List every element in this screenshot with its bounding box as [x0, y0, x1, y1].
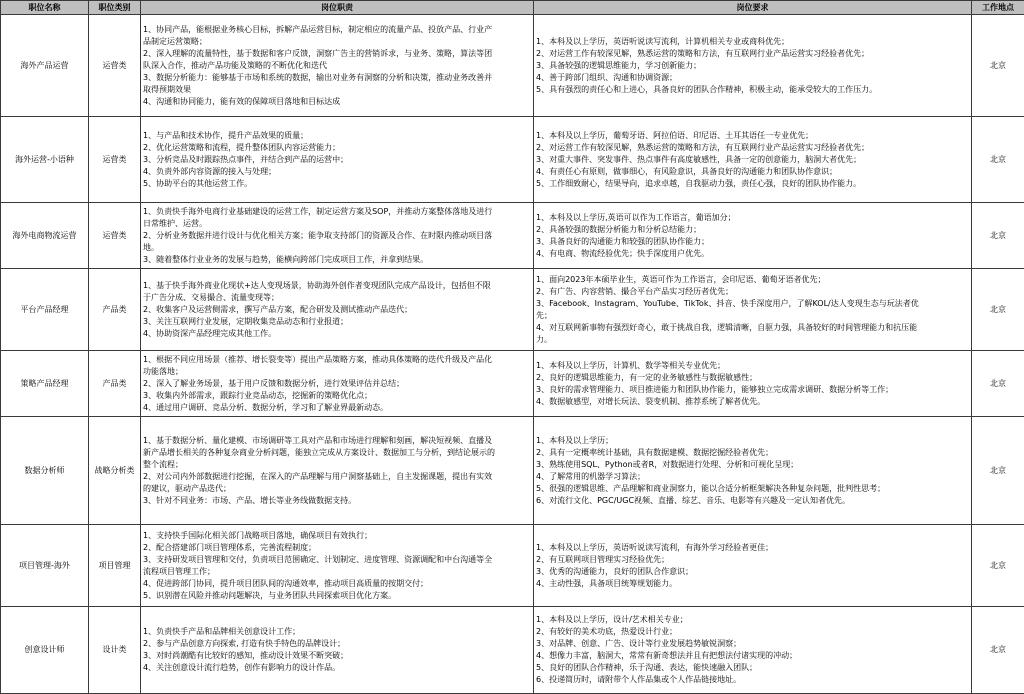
header-category: 职位类别 — [89, 1, 141, 15]
job-duties-line: 3、随着整体行业业务的发展与趋势，能横向跨部门完成项目工作，并拿到结果。 — [143, 254, 531, 266]
job-title: 创意设计师 — [1, 607, 89, 694]
job-duties-line: 3、数据分析能力：能够基于市场和系统的数据，输出对业务有洞察的分析和决策，推动业务改善并 — [143, 72, 531, 84]
job-location: 北京 — [972, 607, 1024, 694]
table-row — [1, 417, 1024, 525]
job-duties-line: 4、通过用户调研、竞品分析、数据分析，学习和了解业界最新动态。 — [143, 402, 531, 414]
job-duties-line: 3、支持研发项目管理和交付，负责项目范围确定、计划制定、进度管理、资源调配和中台沟通等全 — [143, 554, 531, 566]
job-requirements-line: 3、优秀的沟通能力，良好的团队合作意识； — [536, 566, 969, 578]
job-requirements-line: 5、工作细致耐心，结果导向，追求卓越，自我驱动力强，责任心强，良好的团队协作能力。 — [536, 178, 969, 190]
job-duties-line: 2、参与产品创意方向探索, 打造有快手特色的品牌设计； — [143, 638, 531, 650]
job-duties-line: 2、深入了解业务场景，基于用户反馈和数据分析，进行效果评估并总结； — [143, 378, 531, 390]
table-row — [1, 351, 1024, 417]
job-duties-line: 3、对时尚潮酷有比较好的感知，推动设计效果不断突破； — [143, 650, 531, 662]
job-requirements-line: 5、很强的逻辑思维、产品理解和商业洞察力，能以合适分析框架解决各种复杂问题，批判性思考； — [536, 483, 969, 495]
job-duties-line: 队深入合作，推动产品功能及策略的不断优化和迭代 — [143, 60, 531, 72]
job-requirements-line: 3、具备良好的沟通能力和较强的团队协作能力； — [536, 236, 969, 248]
job-duties-line: 2、收集客户及运营侧需求，撰写产品方案，配合研发及测试推动产品迭代； — [143, 304, 531, 316]
job-requirements — [534, 15, 972, 117]
table-row — [1, 269, 1024, 351]
job-duties-line: 整个流程； — [143, 459, 531, 471]
job-duties — [141, 351, 534, 417]
job-requirements-line: 5、具有强烈的责任心和上进心，具备良好的团队合作精神，积极主动，能承受较大的工作压力。 — [536, 84, 969, 96]
job-duties — [141, 203, 534, 269]
job-title: 项目管理-海外 — [1, 525, 89, 607]
job-requirements-line: 2、有广告、内容营销、撮合平台产品实习经历者优先； — [536, 286, 969, 298]
job-duties-line: 1、负责快手海外电商行业基础建设的运营工作，制定运营方案及SOP，并推动方案整体落地及进行 — [143, 206, 531, 218]
job-duties-line: 3、收集内外部需求，跟踪行业竞品动态，挖掘新的策略优化点； — [143, 390, 531, 402]
job-requirements-line: 1、本科及以上学历，设计/艺术相关专业； — [536, 614, 969, 626]
job-requirements — [534, 607, 972, 694]
job-requirements-line: 3、具备较强的逻辑思维能力，学习创新能力； — [536, 60, 969, 72]
job-requirements — [534, 269, 972, 351]
table-row — [1, 607, 1024, 694]
job-location: 北京 — [972, 417, 1024, 525]
job-requirements-line: 2、有较好的美术功底，热爱设计行业； — [536, 626, 969, 638]
job-duties-line: 1、根据不同应用场景（推荐、增长裂变等）提出产品策略方案，推动具体策略的迭代升级及产品化 — [143, 354, 531, 366]
job-requirements-line: 4、有责任心有原则，做事细心，有风险意识，具备良好的沟通能力和团队协作意识； — [536, 166, 969, 178]
job-duties-line: 4、负责外部内容资源的接入与处理； — [143, 166, 531, 178]
job-requirements-line: 3、熟练使用SQL、Python或者R，对数据进行处理、分析和可视化呈现； — [536, 459, 969, 471]
job-title: 海外产品运营 — [1, 15, 89, 117]
job-category: 战略分析类 — [89, 417, 141, 525]
job-category: 运营类 — [89, 15, 141, 117]
job-location: 北京 — [972, 117, 1024, 203]
job-requirements-line: 1、本科及以上学历，葡萄牙语、阿拉伯语、印尼语、土耳其语任一专业优先； — [536, 130, 969, 142]
job-requirements-line: 3、对重大事件、突发事件、热点事件有高度敏感性，具备一定的创意能力，脑洞大者优先； — [536, 154, 969, 166]
job-duties-line: 3、关注互联网行业发展，定期收集竞品动态和行业报道； — [143, 316, 531, 328]
job-duties-line: 1、支持快手国际化相关部门战略项目落地，确保项目有效执行； — [143, 530, 531, 542]
job-duties — [141, 269, 534, 351]
job-duties-line: 日常维护、运营。 — [143, 218, 531, 230]
job-location: 北京 — [972, 15, 1024, 117]
job-duties-line: 品制定运营策略； — [143, 36, 531, 48]
job-requirements-line: 2、具有一定概率统计基础，具有数据建模、数据挖掘经验者优先； — [536, 447, 969, 459]
job-category: 运营类 — [89, 203, 141, 269]
job-requirements — [534, 525, 972, 607]
job-category: 运营类 — [89, 117, 141, 203]
job-duties-line: 功能落地； — [143, 366, 531, 378]
table-body — [1, 15, 1024, 694]
job-duties-line: 4、沟通和协同能力，能有效的保障项目落地和目标达成 — [143, 96, 531, 108]
header-row — [1, 1, 1024, 15]
job-requirements — [534, 417, 972, 525]
job-duties-line: 于广告分成、交易撮合、流量变现等； — [143, 292, 531, 304]
job-requirements-line: 6、投递简历时，请附带个人作品集或个人作品链接地址。 — [536, 674, 969, 686]
job-duties-line: 2、配合搭建部门项目管理体系，完善流程制度； — [143, 542, 531, 554]
job-duties-line: 5、协助平台的其他运营工作。 — [143, 178, 531, 190]
job-requirements-line: 4、想像力丰富，脑洞大，常常有新奇想法并且有把想法付诸实现的冲动； — [536, 650, 969, 662]
job-requirements-line: 4、有电商、物流经验优先；快手深度用户优先。 — [536, 248, 969, 260]
header-requirements: 岗位要求 — [534, 1, 972, 15]
job-duties-line: 3、分析竞品及时跟踪热点事件，并结合到产品的运营中； — [143, 154, 531, 166]
job-title: 海外电商物流运营 — [1, 203, 89, 269]
header-duties: 岗位职责 — [141, 1, 534, 15]
table-row — [1, 15, 1024, 117]
job-requirements-line: 3、良好的需求管理能力、项目推进能力和团队协作能力，能够独立完成需求调研、数据分析等工作； — [536, 384, 969, 396]
job-requirements-line: 4、善于跨部门组织、沟通和协调资源； — [536, 72, 969, 84]
job-duties-line: 1、与产品和技术协作，提升产品效果的质量； — [143, 130, 531, 142]
job-duties — [141, 607, 534, 694]
job-category: 项目管理 — [89, 525, 141, 607]
job-requirements-line: 2、有互联网项目管理实习经验优先； — [536, 554, 969, 566]
job-duties-line: 5、识别潜在风险并推动问题解决，与业务团队共同探索项目优化方案。 — [143, 590, 531, 602]
job-requirements — [534, 203, 972, 269]
job-requirements-line: 1、本科及以上学历，计算机、数学等相关专业优先； — [536, 360, 969, 372]
job-duties-line: 2、分析业务数据并进行设计与优化相关方案；能争取支持部门的资源及合作、在时限内推动项目落 — [143, 230, 531, 242]
job-requirements-line: 2、良好的逻辑思维能力，有一定的业务敏感性与数据敏感性； — [536, 372, 969, 384]
job-duties-line: 地。 — [143, 242, 531, 254]
job-category: 产品类 — [89, 269, 141, 351]
job-requirements — [534, 117, 972, 203]
job-title: 海外运营-小语种 — [1, 117, 89, 203]
job-requirements-line: 3、Facebook、Instagram、YouTube、TikTok、抖音、快手深度用户，了解KOL/达人变现生态与玩法者优 — [536, 298, 969, 310]
job-requirements-line: 力。 — [536, 334, 969, 346]
job-requirements — [534, 351, 972, 417]
job-location: 北京 — [972, 351, 1024, 417]
job-duties-line: 4、协助资深产品经理完成其他工作。 — [143, 328, 531, 340]
job-requirements-line: 2、对运营工作有较深见解，熟悉运营的策略和方法，有互联网行业产品运营实习经验者优先； — [536, 48, 969, 60]
job-duties-line: 2、对公司内外部数据进行挖掘，在深入的产品理解与用户洞察基础上，自主发掘课题，提出有实效 — [143, 471, 531, 483]
job-duties-line: 1、基于数据分析、量化建模、市场调研等工具对产品和市场进行理解和刻画，解决短视频、直播及 — [143, 435, 531, 447]
job-duties-line: 1、协同产品，能根据业务核心目标，拆解产品运营目标，制定相应的流量产品、投放产品、行业产 — [143, 24, 531, 36]
job-requirements-line: 2、对运营工作有较深见解，熟悉运营的策略和方法，有互联网行业产品运营实习经验者优先； — [536, 142, 969, 154]
job-duties-line: 2、深入理解的流量特性，基于数据和客户反馈，洞察广告主的营销诉求，与业务、策略，算法等团 — [143, 48, 531, 60]
job-requirements-line: 1、本科及以上学历，英语听说读写流利，有海外学习经验者更佳； — [536, 542, 969, 554]
job-title: 策略产品经理 — [1, 351, 89, 417]
job-duties-line: 4、关注创意设计流行趋势，创作有影响力的设计作品。 — [143, 662, 531, 674]
job-duties-line: 4、促进跨部门协同，提升项目团队间的沟通效率，推动项目高质量的按期交付； — [143, 578, 531, 590]
job-duties-line: 取得预期效果 — [143, 84, 531, 96]
table-row — [1, 117, 1024, 203]
job-requirements-line: 1、本科及以上学历； — [536, 435, 969, 447]
job-duties — [141, 525, 534, 607]
job-duties-line: 3、针对不同业务：市场、产品、增长等业务线做数据支持。 — [143, 495, 531, 507]
job-duties-line: 1、负责快手产品和品牌相关创意设计工作； — [143, 626, 531, 638]
job-duties-line: 流程项目管理工作； — [143, 566, 531, 578]
job-title: 数据分析师 — [1, 417, 89, 525]
job-duties — [141, 417, 534, 525]
job-requirements-line: 1、本科及以上学历,英语可以作为工作语言，葡语加分； — [536, 212, 969, 224]
job-category: 产品类 — [89, 351, 141, 417]
job-requirements-line: 4、主动性强，具备项目统筹规划能力。 — [536, 578, 969, 590]
job-requirements-line: 6、对流行文化、PGC/UGC视频、直播、综艺、音乐、电影等有兴趣及一定认知者优先。 — [536, 495, 969, 507]
job-duties-line: 1、基于快手海外商业化现状+达人变现场景，协助海外创作者变现团队完成产品设计，包括但不限 — [143, 280, 531, 292]
job-requirements-line: 1、面向2023年本硕毕业生，英语可作为工作语言，会印尼语、葡萄牙语者优先； — [536, 274, 969, 286]
job-location: 北京 — [972, 203, 1024, 269]
table-row — [1, 525, 1024, 607]
job-duties — [141, 117, 534, 203]
job-requirements-line: 5、良好的团队合作精神，乐于沟通、表达，能快速融入团队； — [536, 662, 969, 674]
header-location: 工作地点 — [972, 1, 1024, 15]
job-duties-line: 的建议，驱动产品迭代； — [143, 483, 531, 495]
job-category: 设计类 — [89, 607, 141, 694]
table-row — [1, 203, 1024, 269]
job-requirements-line: 先； — [536, 310, 969, 322]
job-requirements-line: 4、数据敏感型，对增长玩法、裂变机制、推荐系统了解者优先。 — [536, 396, 969, 408]
job-requirements-line: 1、本科及以上学历，英语听说读写流利，计算机相关专业或商科优先； — [536, 36, 969, 48]
job-duties-line: 2、优化运营策略和流程，提升整体团队内容运营能力； — [143, 142, 531, 154]
job-requirements-line: 2、具备较强的数据分析能力和分析总结能力； — [536, 224, 969, 236]
job-location: 北京 — [972, 269, 1024, 351]
header-title: 职位名称 — [1, 1, 89, 15]
job-location: 北京 — [972, 525, 1024, 607]
job-duties-line: 新产品增长相关的各种复杂商业分析问题，能独立完成从方案设计、数据加工与分析，到结论展示的 — [143, 447, 531, 459]
job-requirements-line: 4、对互联网新事物有强烈好奇心，敢于挑战自我，逻辑清晰，自驱力强，具备较好的时间管理能力和抗压能 — [536, 322, 969, 334]
job-duties — [141, 15, 534, 117]
job-title: 平台产品经理 — [1, 269, 89, 351]
job-requirements-line: 3、对品牌、创意、广告、设计等行业发展趋势敏锐洞察； — [536, 638, 969, 650]
job-requirements-line: 4、了解常用的机器学习算法； — [536, 471, 969, 483]
